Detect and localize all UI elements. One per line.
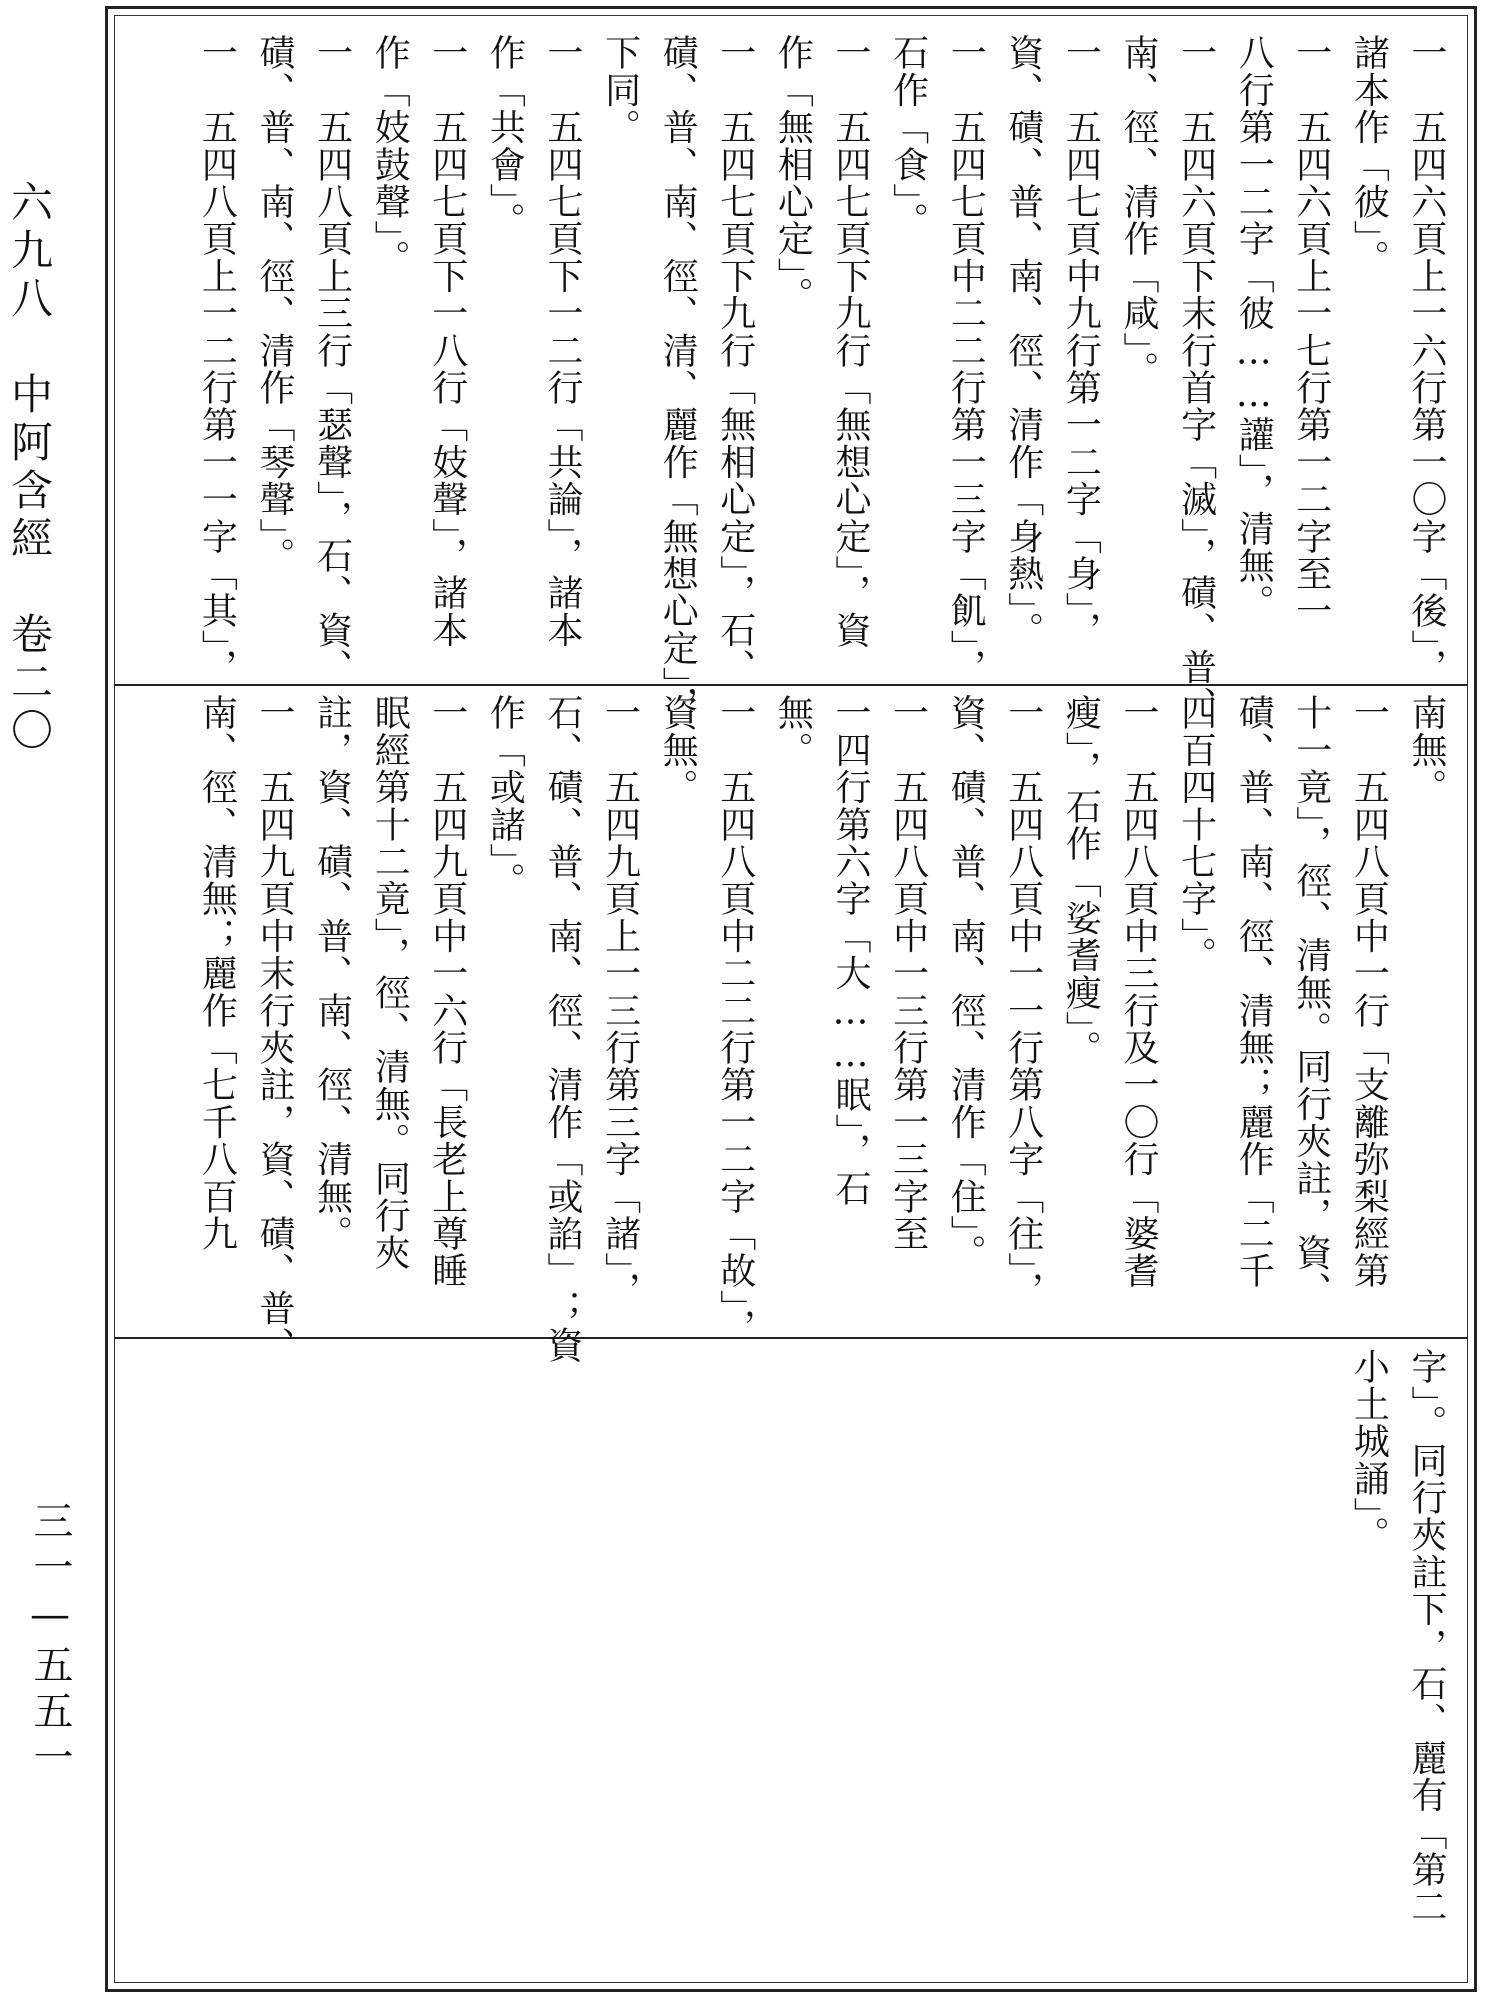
text-column: 一 五四八頁中三行及一〇行「婆耆 [1118,694,1159,1290]
text-column: 作「妓鼓聲」。 [369,34,411,277]
text-column: 一 五四九頁中一六行「長老上尊睡 [426,694,468,1290]
text-column: 一 五四八頁中一一行第八字「往」， [1002,694,1044,1309]
text-column: 磧、普、南、徑、清作「琴聲」。 [254,34,295,574]
text-column: 一 五四六頁下末行首字「滅」，磧、普、 [1175,34,1217,723]
text-column: 作「共會」。 [484,34,526,240]
running-header: 六九八 中阿含經 卷二〇 [5,180,54,756]
text-column: 一 五四八頁上三行「瑟聲」，石、資、 [311,34,353,686]
text-column: 作「或諸」。 [484,694,526,900]
text-column: 一 五四七頁中二二行第一三字「飢」， [945,34,987,686]
text-column: 四百四十七字」。 [1175,694,1217,974]
section-divider-2 [114,1337,1468,1339]
text-column: 無。 [772,694,814,769]
text-column: 字」。同行夾註下，石、麗有「第二 [1406,1348,1447,1926]
text-column: 一 五四八頁中二二行第一二字「故」， [714,694,756,1346]
text-column: 一 五四八頁上一二行第一一字「其」， [196,34,238,686]
text-column: 石作「食」。 [887,34,929,240]
text-column: 一 五四七頁下一八行「妓聲」，諸本 [426,34,468,649]
text-column: 磧、普、南、徑、清無；麗作「二千 [1233,694,1275,1290]
text-column: 一 五四六頁上一七行第一二字至一 [1290,34,1332,630]
text-column: 南、徑、清無；麗作「七千八百九 [196,694,238,1252]
text-column: 一 五四六頁上一六行第一〇字「後」， [1406,34,1447,686]
page-number: 三一—五五一 [27,1500,73,1782]
text-column: 一 五四九頁上一三行第三字「諸」， [599,694,641,1309]
text-column: 八行第一二字「彼……讙」，清無。 [1233,34,1275,622]
text-column: 一四行第六字「大……眠」，石 [830,694,871,1207]
text-column: 一 五四八頁中一行「支離弥梨經第 [1348,694,1390,1290]
text-column: 眠經第十二竟」，徑、清無。同行夾 [369,694,411,1272]
text-column: 資無。 [657,694,699,806]
text-column: 南無。 [1406,694,1447,806]
text-column: 作「無相心定」。 [772,34,814,314]
text-column: 小土城誦」。 [1348,1348,1390,1554]
text-column: 南、徑、清作「咸」。 [1118,34,1159,388]
text-column: 一 五四九頁中末行夾註，資、磧、普、 [254,694,295,1364]
text-column: 十一竟」，徑、清無。同行夾註，資、 [1290,694,1332,1309]
text-column: 一 五四七頁下一二行「共論」，諸本 [542,34,583,649]
text-column: 下同。 [599,34,641,146]
text-column: 諸本作「彼」。 [1348,34,1390,277]
text-column: 一 五四八頁中一三行第一三字至 [887,694,929,1252]
text-column: 資、磧、普、南、徑、清作「住」。 [945,694,987,1272]
text-column: 資、磧、普、南、徑、清作「身熱」。 [1002,34,1044,649]
text-column: 一 五四七頁下九行「無相心定」，石、 [714,34,756,686]
text-column: 石、磧、普、南、徑、清作「或諂」；資 [542,694,583,1364]
text-column: 瘦」，石作「娑耆瘦」。 [1060,694,1102,1068]
text-column: 一 五四七頁中九行第一二字「身」， [1060,34,1102,649]
text-column: 一 五四七頁下九行「無想心定」，資 [830,34,871,649]
text-column: 註，資、磧、普、南、徑、清無。 [311,694,353,1252]
text-column: 磧、普、南、徑、清、麗作「無想心定」， [657,34,699,723]
